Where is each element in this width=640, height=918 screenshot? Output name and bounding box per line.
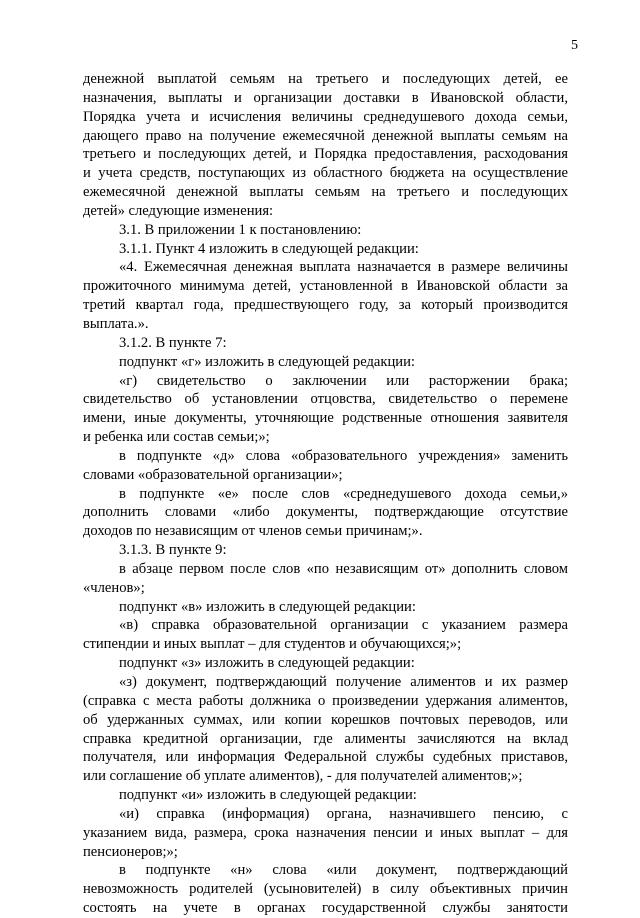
text-line: в подпункте «д» слова «образовательного учреждения» заменить <box>119 447 568 464</box>
text-line: стипендии и иных выплат – для студентов и обучающихся;»; <box>83 636 462 653</box>
text-line: справка кредитной организации, где алименты зачисляются на вклад <box>83 730 568 747</box>
text-line: детей» следующие изменения: <box>83 202 274 219</box>
text-line: дающего право на получение ежемесячной денежной выплаты семьям на <box>83 127 568 144</box>
text-line: денежной выплатой семьям на третьего и последующих детей, ее <box>83 71 568 87</box>
text-line: об удержанных суммах, или копии корешков почтовых переводов, или <box>83 711 568 728</box>
text-line: назначения, выплаты и организации доставки в Ивановской области, <box>83 89 568 106</box>
text-line: получателя, или информация Федеральной службы судебных приставов, <box>83 749 568 766</box>
text-line: 3.1.1. Пункт 4 изложить в следующей редакции: <box>119 240 419 257</box>
text-line: невозможность родителей (усыновителей) в силу объективных причин <box>83 881 568 898</box>
document-body <box>83 70 568 918</box>
text-line: прожиточного минимума детей, установленной в Ивановской области за <box>83 278 568 295</box>
text-line: «з) документ, подтверждающий получение алиментов и их размер <box>119 674 568 690</box>
text-line: дополнить словами «либо документы, подтверждающие отсутствие <box>83 504 568 521</box>
text-line: в подпункте «н» слова «или документ, подтверждающий <box>119 862 568 879</box>
text-line: состоять на учете в органах государственной службы занятости <box>83 900 568 917</box>
text-line: «членов»; <box>83 579 145 596</box>
text-line: (справка с места работы должника о произведении удержания алиментов, <box>83 692 568 709</box>
text-line: пенсионеров;»; <box>83 843 178 860</box>
text-line: выплата.». <box>83 315 149 332</box>
text-line: подпункт «и» изложить в следующей редакции: <box>119 787 417 804</box>
text-line: подпункт «в» изложить в следующей редакции: <box>119 598 416 615</box>
text-line: или соглашение об уплате алиментов), - для получателей алиментов;»; <box>83 768 523 785</box>
text-line: подпункт «з» изложить в следующей редакции: <box>119 655 415 672</box>
text-line: имени, иные документы, уточняющие родственные отношения заявителя <box>83 410 568 427</box>
text-line: в подпункте «е» после слов «среднедушевого дохода семьи,» <box>119 485 568 502</box>
page-number: 5 <box>571 38 578 53</box>
text-line: указанием вида, размера, срока назначения пенсии и иных выплат – для <box>83 824 568 841</box>
text-line: подпункт «г» изложить в следующей редакции: <box>119 353 415 370</box>
text-line: третий квартал года, предшествующего году, за который производится <box>83 297 568 314</box>
text-line: словами «образовательной организации»; <box>83 466 343 483</box>
text-line: 3.1.3. В пункте 9: <box>119 542 227 559</box>
text-line: «г) свидетельство о заключении или расторжении брака; <box>119 372 568 389</box>
text-line: «4. Ежемесячная денежная выплата назначается в размере величины <box>119 259 568 276</box>
text-line: 3.1.2. В пункте 7: <box>119 334 227 351</box>
text-line: «в) справка образовательной организации с указанием размера <box>119 617 568 634</box>
text-line: доходов по независящим от членов семьи причинам;». <box>83 523 423 540</box>
text-line: свидетельство об установлении отцовства, свидетельство о перемене <box>83 391 568 408</box>
text-line: ежемесячной денежной выплаты семьям на третьего и последующих <box>83 184 568 201</box>
text-line: «и) справка (информация) органа, назначившего пенсию, с <box>119 805 568 822</box>
text-line: третьего и последующих детей, и Порядка предоставления, расходования <box>83 146 568 163</box>
text-line: Порядка учета и исчисления величины среднедушевого дохода семьи, <box>83 108 568 125</box>
text-line: и ребенка или состав семьи;»; <box>83 429 270 446</box>
text-line: 3.1. В приложении 1 к постановлению: <box>119 221 362 238</box>
text-line: в абзаце первом после слов «по независящим от» дополнить словом <box>119 560 568 577</box>
text-line: и учета средств, поступающих из областного бюджета на осуществление <box>83 165 568 182</box>
